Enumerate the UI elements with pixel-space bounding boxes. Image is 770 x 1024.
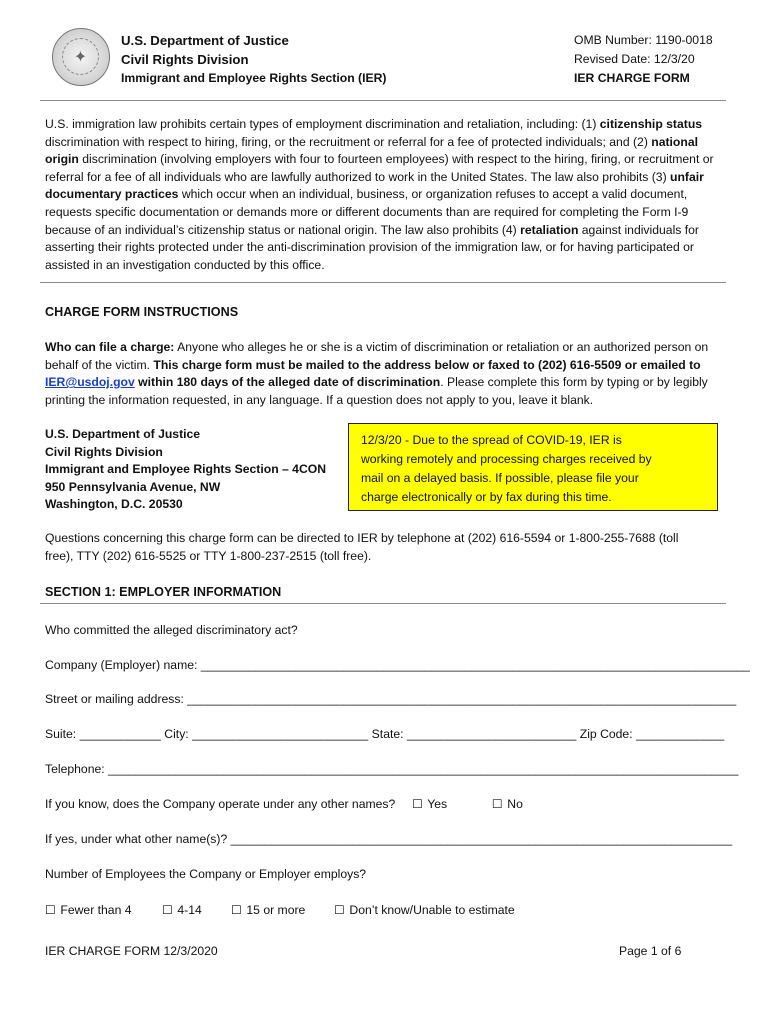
intro-text-1: U.S. immigration law prohibits certain types of employment discrimination and retaliation, including: (1) — [45, 117, 600, 131]
division-name: Civil Rights Division — [121, 52, 249, 67]
who-can-file-label: Who can file a charge: — [45, 340, 175, 354]
intro-divider — [40, 282, 726, 283]
employee-option-label: Fewer than 4 — [60, 903, 132, 917]
form-title: IER CHARGE FORM — [574, 71, 690, 85]
who-can-file-text: Anyone who alleges he or she is a victim of discrimination or retaliation or an authorized person on behalf of the victim. — [45, 340, 709, 372]
suite-field[interactable]: ____________ — [79, 727, 161, 741]
intro-bold-retaliation: retaliation — [520, 222, 579, 237]
intro-bold-citizenship: citizenship status — [599, 117, 703, 131]
form-meta — [574, 31, 713, 88]
company-name-field[interactable]: _________________________________________________________________________________ — [200, 658, 750, 672]
footer-page-number: Page 1 of 6 — [619, 944, 682, 958]
instructions-rest: . Please complete this form by typing or by legibly printing the information requested, in any language. If a question does not apply to you, leave it blank. — [45, 375, 708, 407]
other-names-label: If yes, under what other name(s)? — [45, 832, 231, 846]
city-field[interactable]: __________________________ — [192, 727, 369, 741]
section1-divider — [40, 603, 726, 604]
covid-notice-line: working remotely and processing charges received by — [361, 452, 652, 466]
who-committed-question: Who committed the alleged discriminatory act? — [45, 623, 298, 637]
employee-option-checkbox[interactable]: ☐ — [334, 903, 345, 917]
state-label: State: — [368, 727, 407, 741]
address-line-3: Immigrant and Employee Rights Section – 4CON — [45, 462, 327, 477]
no-option[interactable] — [492, 797, 523, 811]
city-label: City: — [160, 727, 193, 741]
contact-paragraph — [45, 530, 727, 565]
mailing-address — [45, 426, 326, 514]
seal-emblem-icon: ✦ — [62, 38, 99, 75]
ier-email-link[interactable]: IER@usdoj.gov — [45, 375, 135, 390]
zip-code-field[interactable]: _____________ — [636, 727, 725, 741]
yes-option[interactable] — [412, 797, 447, 811]
footer-form-id: IER CHARGE FORM 12/3/2020 — [45, 944, 218, 958]
address-line-5: Washington, D.C. 20530 — [45, 497, 183, 512]
covid-notice-line: 12/3/20 - Due to the spread of COVID-19, IER is — [361, 433, 622, 447]
yes-label: Yes — [424, 797, 448, 811]
street-address-label: Street or mailing address: — [45, 692, 188, 706]
covid-notice-line: mail on a delayed basis. If possible, please file your — [361, 471, 639, 485]
other-names-question-row — [45, 797, 523, 811]
instructions-heading: CHARGE FORM INSTRUCTIONS — [45, 305, 239, 319]
state-field[interactable]: _________________________ — [406, 727, 577, 741]
agency-header — [121, 31, 386, 88]
telephone-label: Telephone: — [45, 762, 109, 776]
employees-question: Number of Employees the Company or Employer employs? — [45, 867, 367, 881]
location-row — [45, 727, 724, 741]
no-label: No — [503, 797, 523, 811]
header-divider — [40, 100, 726, 101]
section-name: Immigrant and Employee Rights Section (IER) — [121, 71, 387, 85]
instructions-paragraph — [45, 339, 725, 409]
zip-code-label: Zip Code: — [576, 727, 636, 741]
intro-text-3: discrimination (involving employers with four to fourteen employees) with respect to the hiring, firing, or recruitment or referral for a fee of all individuals who are lawfully authorized to work in the United States. The law also prohibits (3) — [45, 152, 714, 184]
contact-line-1: Questions concerning this charge form can be directed to IER by telephone at (202) 616-5594 or 1-800-255-7688 (toll — [45, 531, 679, 545]
contact-line-2: free), TTY (202) 616-5525 or TTY 1-800-237-2515 (toll free). — [45, 548, 372, 563]
intro-text-4: which occur when an individual, business, or organization refuses to accept a valid document, requests specific documentation or demands more or different documents than are required for completing the Form I-9 because of an individual’s citizenship status or national origin. The law also prohibits (4) — [45, 187, 689, 237]
employee-option[interactable] — [162, 903, 202, 917]
employee-option[interactable] — [45, 903, 132, 917]
other-names-field[interactable]: __________________________________________________________________________ — [230, 832, 733, 846]
covid-notice-box — [348, 423, 718, 511]
yes-checkbox[interactable]: ☐ — [412, 797, 423, 811]
address-line-1: U.S. Department of Justice — [45, 427, 201, 441]
telephone-field[interactable]: _____________________________________________________________________________________________ — [108, 762, 739, 776]
doj-seal-icon — [52, 28, 110, 86]
intro-bold-documentary: unfair documentary practices — [45, 169, 704, 202]
suite-label: Suite: — [45, 727, 80, 741]
employee-option-checkbox[interactable]: ☐ — [162, 903, 173, 917]
other-names-question: If you know, does the Company operate under any other names? — [45, 797, 396, 811]
intro-paragraph — [45, 116, 727, 274]
address-line-4: 950 Pennsylvania Avenue, NW — [45, 479, 221, 494]
address-line-2: Civil Rights Division — [45, 444, 163, 459]
employee-option[interactable] — [334, 903, 515, 917]
section1-heading: SECTION 1: EMPLOYER INFORMATION — [45, 585, 282, 599]
deadline-text: within 180 days of the alleged date of discrimination — [134, 375, 441, 390]
employee-option-label: 4-14 — [177, 903, 202, 917]
street-address-row — [45, 692, 736, 706]
no-checkbox[interactable]: ☐ — [491, 797, 503, 811]
street-address-field[interactable]: _________________________________________________________________________________ — [187, 692, 737, 706]
revised-date: Revised Date: 12/3/20 — [574, 52, 695, 66]
employee-option-checkbox[interactable]: ☐ — [45, 903, 56, 917]
intro-bold-national-origin: national origin — [45, 134, 698, 167]
department-name: U.S. Department of Justice — [121, 33, 289, 48]
intro-text-2: discrimination with respect to hiring, firing, or the recruitment or referral for a fee of protected individuals; and (2) — [45, 134, 652, 149]
company-name-label: Company (Employer) name: — [45, 658, 201, 672]
employee-option-checkbox[interactable]: ☐ — [231, 903, 242, 917]
omb-number: OMB Number: 1190-0018 — [574, 33, 713, 47]
intro-text-5: against individuals for asserting their rights protected under the anti-discrimination provision of the immigration law, or for having participated or assisted in an investigation conducted by this office. — [45, 222, 699, 272]
employee-option-label: Don’t know/Unable to estimate — [349, 903, 515, 917]
telephone-row — [45, 762, 738, 776]
other-names-row — [45, 832, 732, 846]
employee-option[interactable] — [231, 903, 305, 917]
mail-instructions: This charge form must be mailed to the address below or faxed to (202) 616-5509 or emailed to — [153, 357, 701, 372]
employee-option-label: 15 or more — [246, 903, 306, 917]
company-name-row — [45, 658, 750, 672]
covid-notice-line: charge electronically or by fax during this time. — [361, 490, 612, 504]
